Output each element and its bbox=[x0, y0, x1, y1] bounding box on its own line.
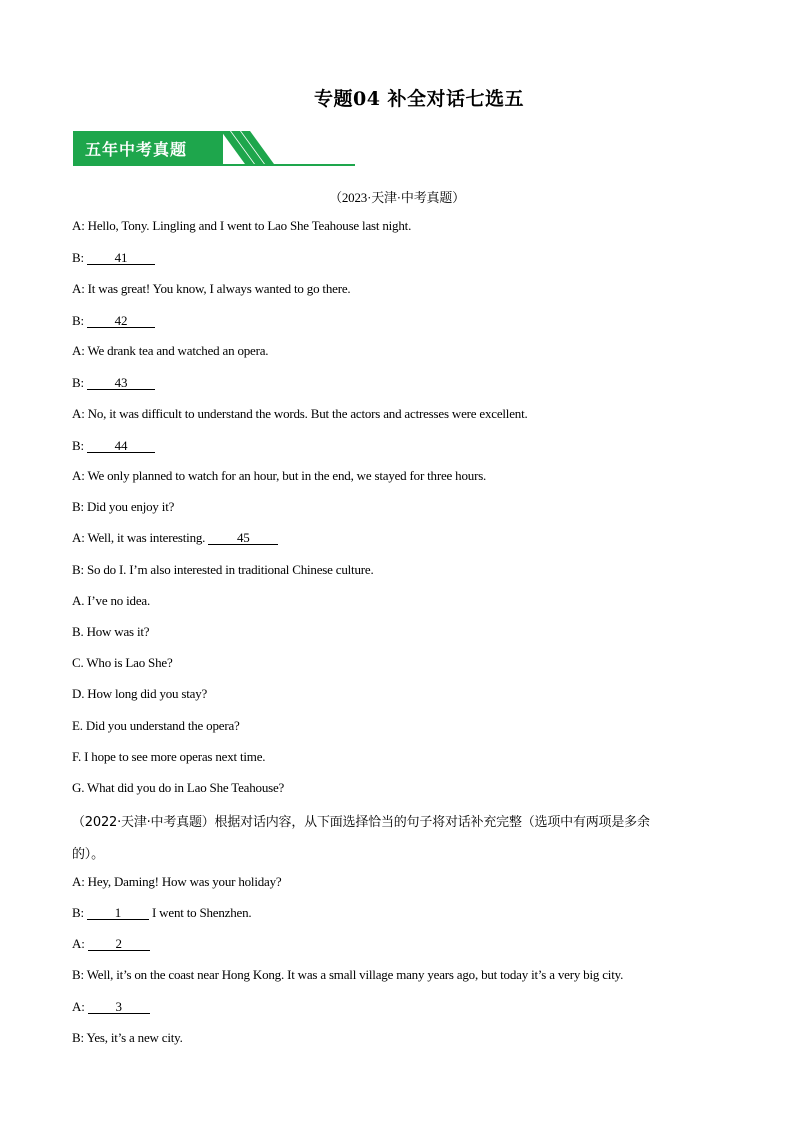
dialogue-line: B: 41 bbox=[72, 250, 155, 266]
section-banner bbox=[73, 131, 355, 167]
option-item: C. Who is Lao She? bbox=[72, 655, 173, 670]
dialogue-line: A: Hey, Daming! How was your holiday? bbox=[72, 874, 282, 889]
page-title: 专题04 补全对话七选五 bbox=[313, 88, 525, 110]
dialogue-line: A: We only planned to watch for an hour, but in the end, we stayed for three hours. bbox=[72, 468, 487, 483]
answer-blank[interactable]: 44 bbox=[87, 440, 155, 453]
dialogue-line: A: 2 bbox=[72, 936, 150, 952]
banner-label: 五年中考真题 bbox=[85, 140, 188, 159]
dialogue-line: B: 44 bbox=[72, 438, 155, 454]
question-instructions: （2022·天津·中考真题）根据对话内容，从下面选择恰当的句子将对话补充完整（选项中有两项是多余 bbox=[72, 815, 650, 830]
answer-blank[interactable]: 2 bbox=[88, 938, 150, 951]
answer-blank[interactable]: 45 bbox=[208, 532, 278, 545]
question-instructions-cont: 的）。 bbox=[72, 847, 104, 862]
option-item: A. I’ve no idea. bbox=[72, 593, 151, 608]
option-item: D. How long did you stay? bbox=[72, 686, 208, 701]
banner-underline bbox=[73, 164, 355, 166]
dialogue-line: A: Well, it was interesting. 45 bbox=[72, 530, 278, 546]
dialogue-line: A: No, it was difficult to understand the words. But the actors and actresses were excellent. bbox=[72, 406, 528, 421]
answer-blank[interactable]: 3 bbox=[88, 1001, 150, 1014]
dialogue-line: B: 43 bbox=[72, 375, 155, 391]
dialogue-line: B: 1 I went to Shenzhen. bbox=[72, 905, 252, 920]
dialogue-line: B: Did you enjoy it? bbox=[72, 499, 175, 514]
dialogue-line: A: 3 bbox=[72, 999, 150, 1015]
dialogue-line: B: So do I. I’m also interested in traditional Chinese culture. bbox=[72, 562, 374, 577]
dialogue-line: A: Hello, Tony. Lingling and I went to Lao She Teahouse last night. bbox=[72, 218, 412, 233]
option-item: B. How was it? bbox=[72, 624, 150, 639]
option-item: G. What did you do in Lao She Teahouse? bbox=[72, 780, 285, 795]
answer-blank[interactable]: 41 bbox=[87, 252, 155, 265]
answer-blank[interactable]: 43 bbox=[87, 377, 155, 390]
option-item: F. I hope to see more operas next time. bbox=[72, 749, 266, 764]
option-item: E. Did you understand the opera? bbox=[72, 718, 240, 733]
dialogue-line: B: Yes, it’s a new city. bbox=[72, 1030, 183, 1045]
question-source: （2023·天津·中考真题） bbox=[329, 190, 465, 205]
dialogue-line: B: Well, it’s on the coast near Hong Kong. It was a small village many years ago, but today it’s a very big city. bbox=[72, 967, 624, 982]
answer-blank[interactable]: 42 bbox=[87, 315, 155, 328]
dialogue-line: A: It was great! You know, I always wanted to go there. bbox=[72, 281, 351, 296]
dialogue-line: B: 42 bbox=[72, 313, 155, 329]
dialogue-line: A: We drank tea and watched an opera. bbox=[72, 343, 269, 358]
answer-blank[interactable]: 1 bbox=[87, 907, 149, 920]
